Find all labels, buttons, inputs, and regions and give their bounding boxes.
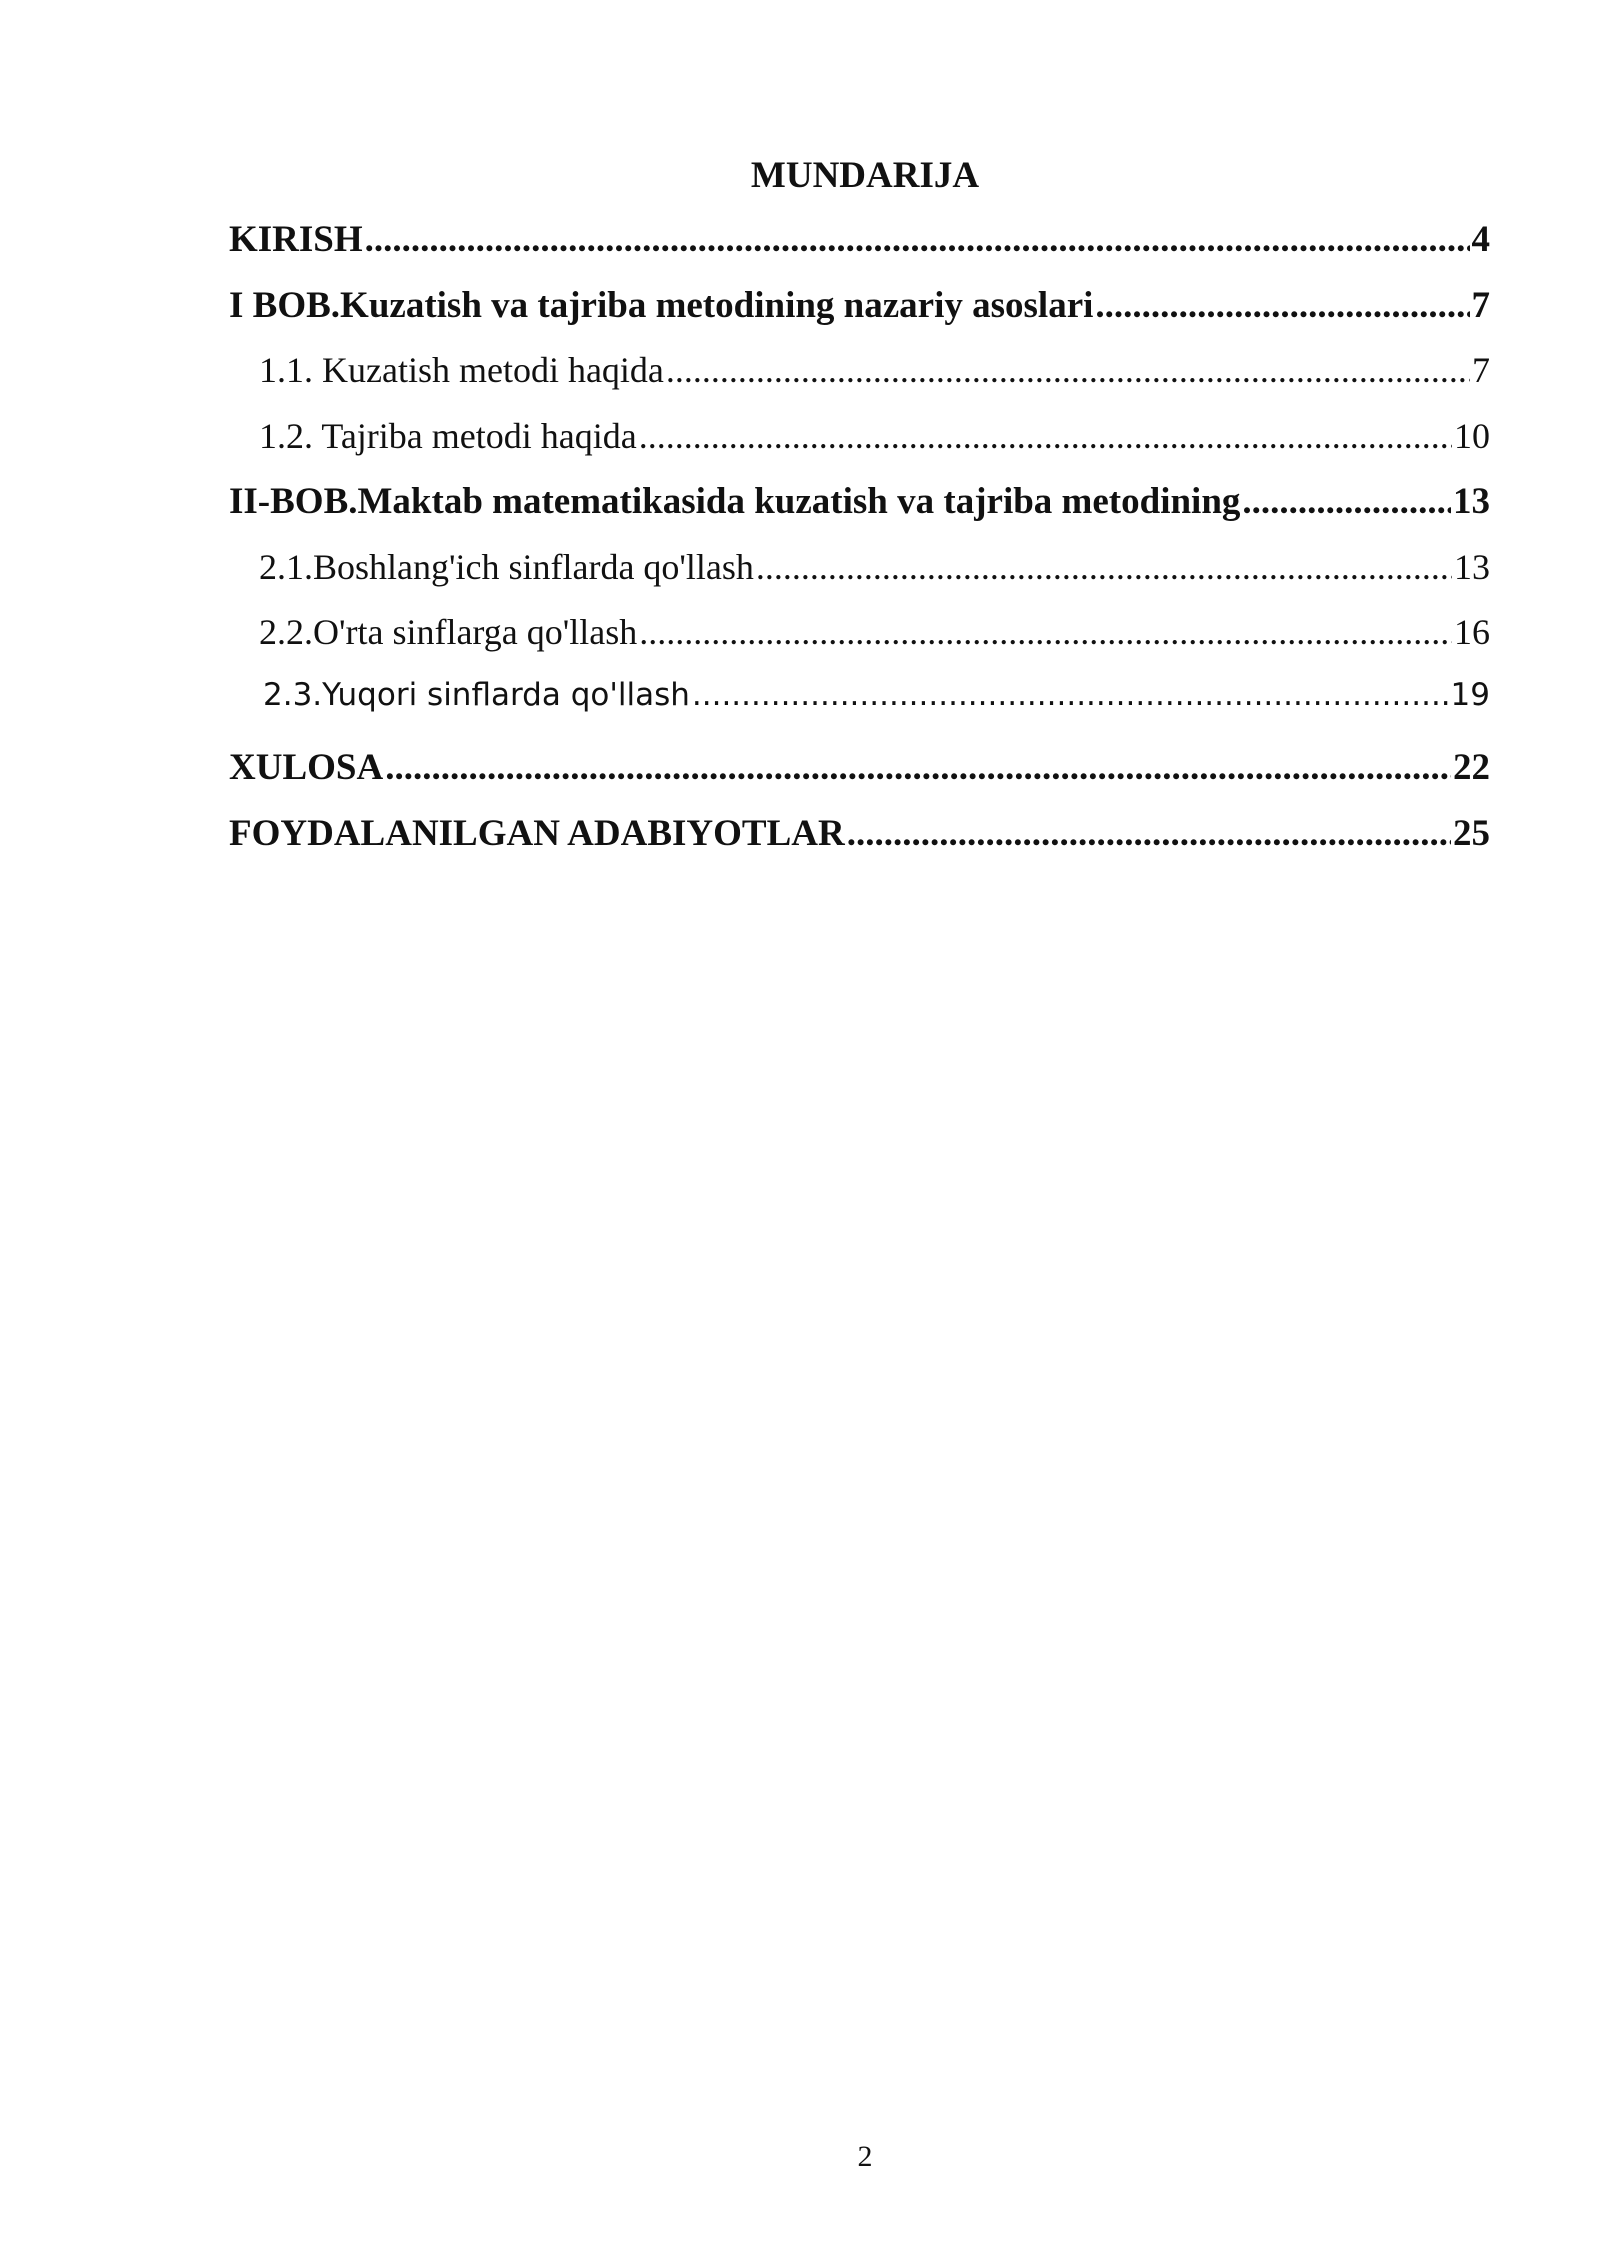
toc-entry-label: II-BOB.Maktab matematikasida kuzatish va tajriba metodining	[229, 481, 1241, 522]
toc-dot-leader	[847, 812, 1451, 855]
toc-dot-leader	[385, 746, 1451, 789]
toc-entry-section-2-1[interactable]	[229, 546, 1490, 612]
toc-dot-leader	[639, 415, 1452, 457]
toc-entry-label: I BOB.Kuzatish va tajriba metodining nazariy asoslari	[229, 284, 1094, 326]
toc-entry-page: 7	[1472, 350, 1490, 390]
toc-dot-leader	[1242, 480, 1451, 523]
toc-entry-label: 2.3.Yuqori sinflarda qo'llash	[263, 676, 690, 713]
toc-dot-leader	[692, 677, 1449, 713]
toc-entry-chapter-1[interactable]	[229, 284, 1490, 350]
toc-dot-leader	[639, 611, 1452, 653]
table-of-contents	[229, 218, 1490, 877]
toc-entry-page: 4	[1471, 219, 1490, 260]
toc-dot-leader	[365, 218, 1470, 261]
toc-entry-section-2-3[interactable]	[229, 677, 1490, 743]
toc-entry-page: 13	[1453, 481, 1490, 522]
toc-entry-page: 10	[1454, 415, 1490, 456]
toc-entry-chapter-2[interactable]	[229, 480, 1490, 546]
toc-entry-label: 1.1. Kuzatish metodi haqida	[259, 350, 664, 390]
toc-entry-xulosa[interactable]	[229, 746, 1490, 812]
toc-entry-kirish[interactable]	[229, 218, 1490, 284]
toc-title: MUNDARIJA	[750, 155, 980, 196]
toc-entry-references[interactable]	[229, 812, 1490, 878]
toc-entry-page: 16	[1454, 612, 1490, 652]
toc-entry-label: XULOSA	[229, 747, 384, 788]
toc-entry-label: FOYDALANILGAN ADABIYOTLAR	[229, 812, 845, 854]
page-number: 2	[857, 2140, 873, 2173]
toc-dot-leader	[1095, 284, 1469, 327]
toc-dot-leader	[666, 349, 1470, 391]
toc-entry-page: 25	[1453, 812, 1490, 854]
toc-entry-label: KIRISH	[229, 219, 363, 260]
toc-entry-page: 22	[1453, 747, 1490, 788]
toc-entry-label: 2.1.Boshlang'ich sinflarda qo'llash	[259, 546, 754, 587]
toc-entry-page: 19	[1450, 676, 1490, 713]
toc-entry-section-1-1[interactable]	[229, 349, 1490, 415]
toc-entry-page: 7	[1471, 284, 1490, 326]
toc-dot-leader	[756, 546, 1452, 588]
toc-entry-section-1-2[interactable]	[229, 415, 1490, 481]
toc-entry-page: 13	[1454, 546, 1490, 587]
toc-entry-label: 1.2. Tajriba metodi haqida	[259, 415, 637, 456]
toc-entry-label: 2.2.O'rta sinflarga qo'llash	[259, 612, 638, 652]
toc-entry-section-2-2[interactable]	[229, 611, 1490, 677]
